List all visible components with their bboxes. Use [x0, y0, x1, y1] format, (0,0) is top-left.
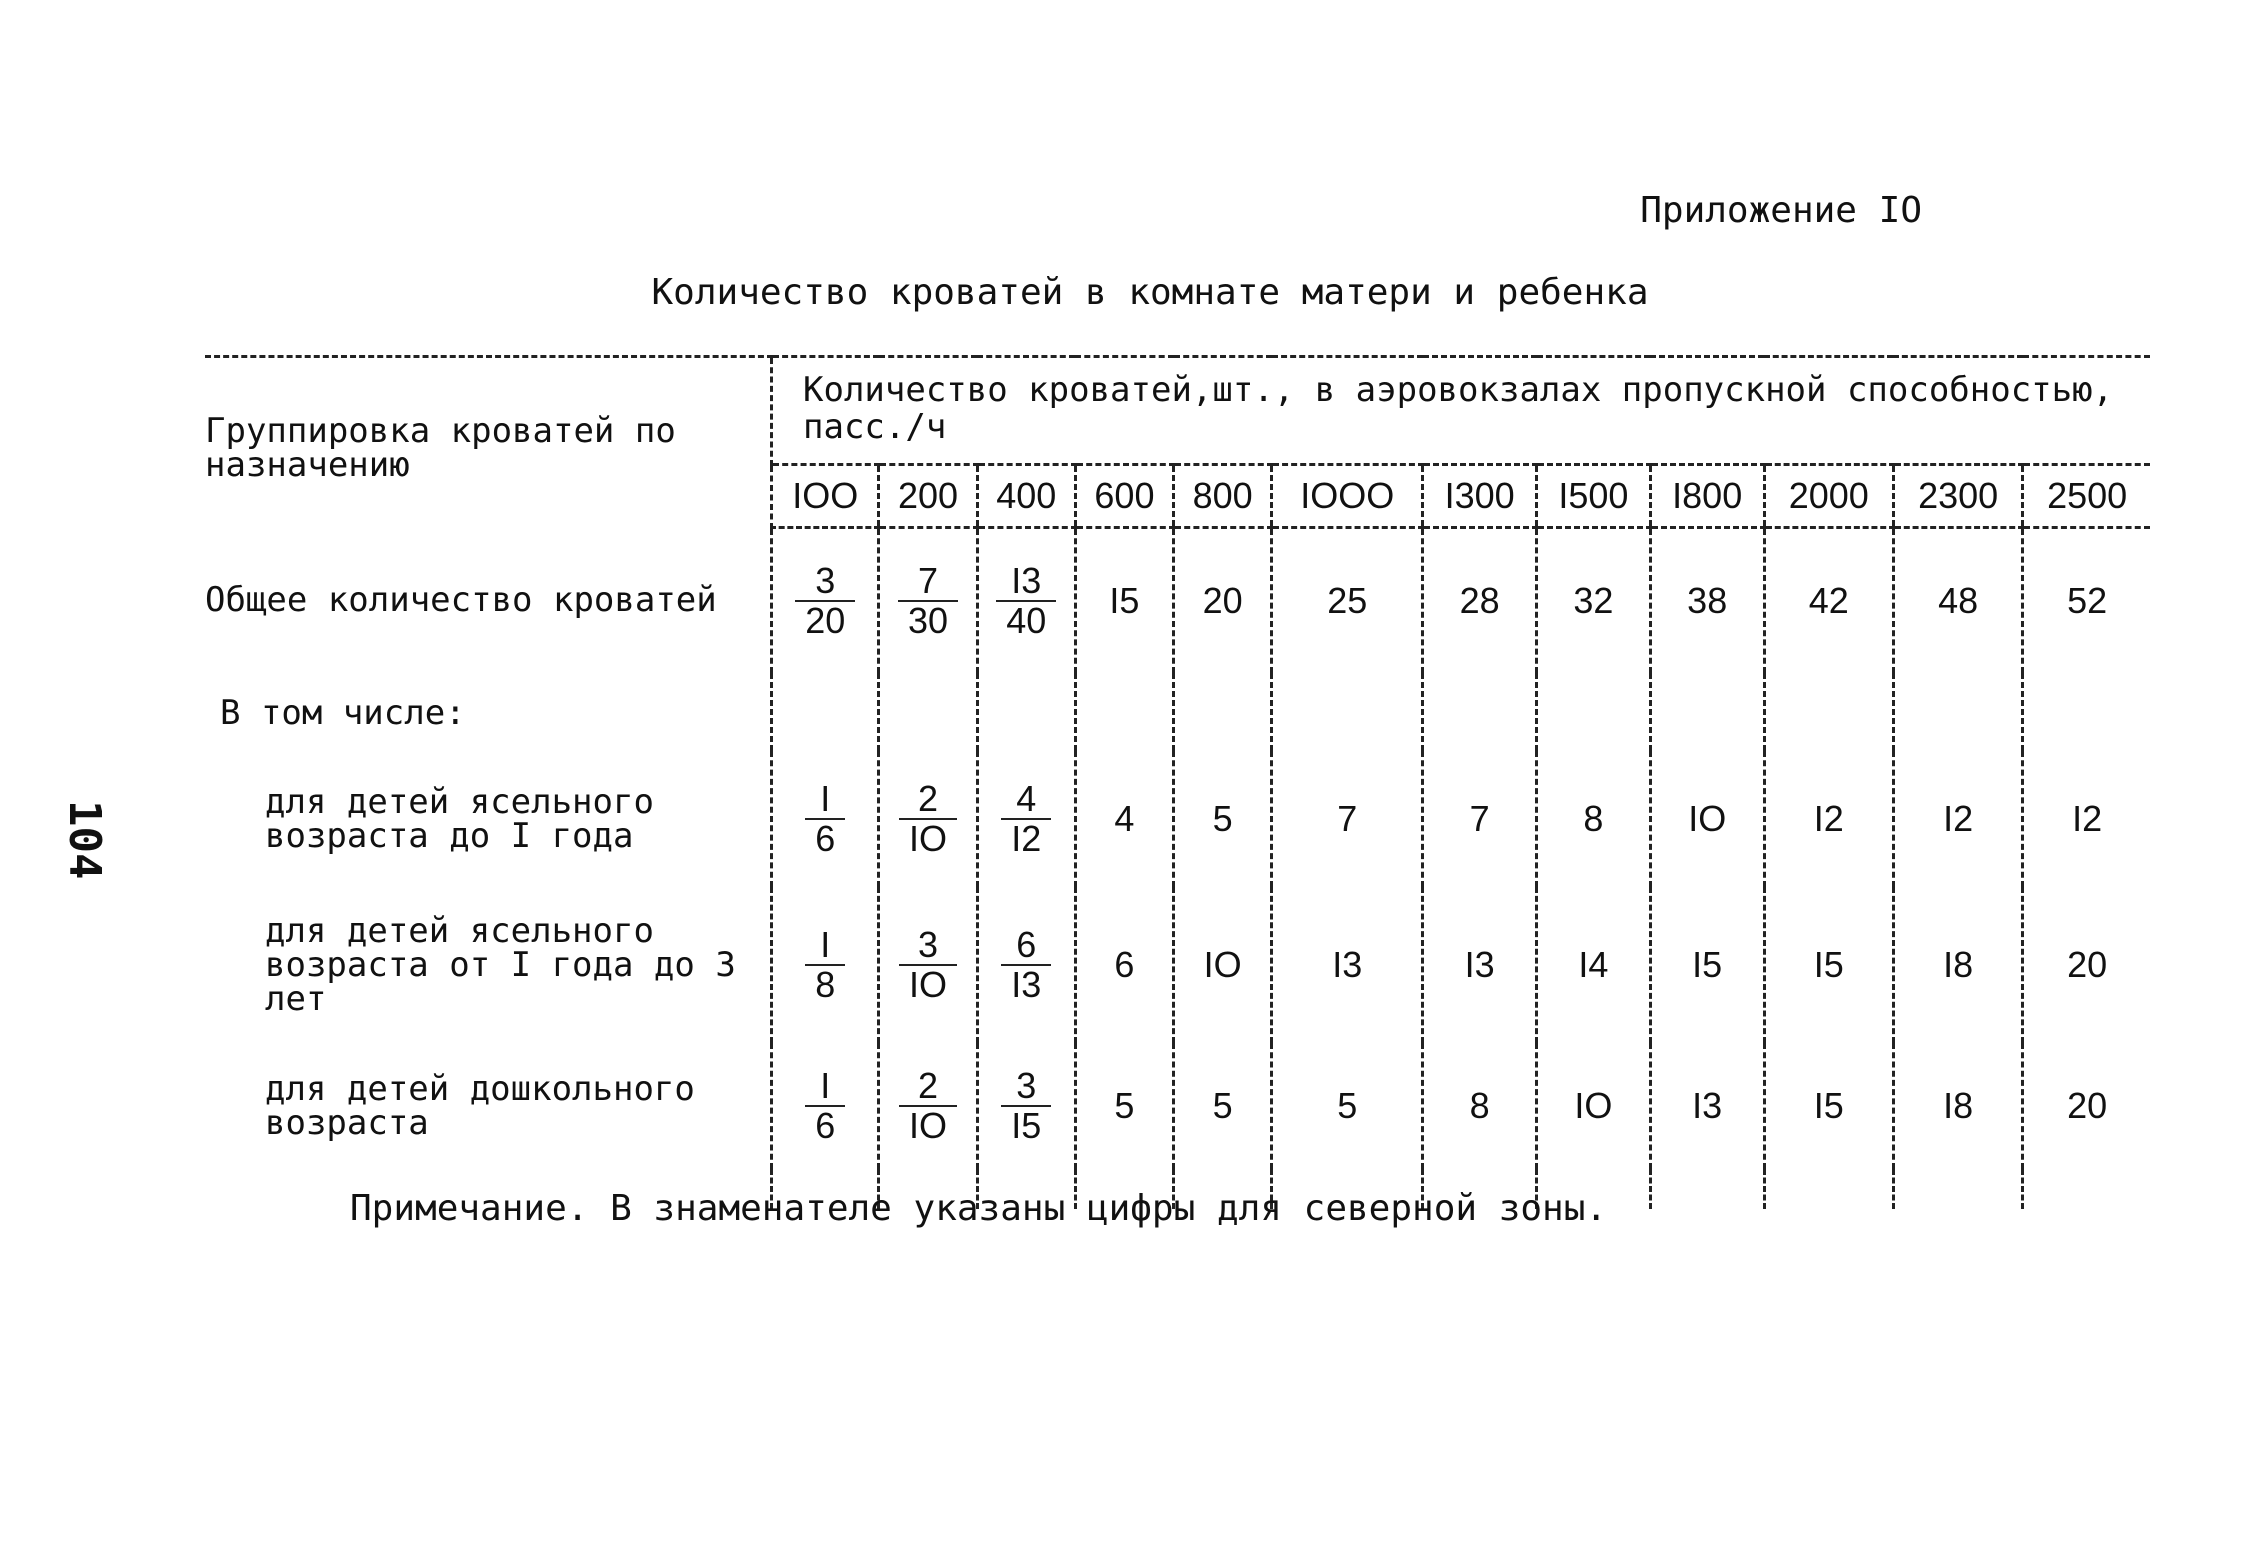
fraction-value: [899, 780, 957, 858]
table-cell: 5: [1272, 1043, 1423, 1169]
tail-cell: [2023, 1169, 2150, 1209]
table-cell: [977, 527, 1075, 673]
table-cell: 52: [2023, 527, 2150, 673]
table-cell: I2: [1893, 751, 2022, 887]
capacity-column-header: 600: [1075, 464, 1173, 527]
fraction-value: [805, 780, 845, 858]
table-cell: [2023, 673, 2150, 751]
fraction-numerator: 6: [1001, 926, 1051, 966]
fraction-numerator: I: [805, 780, 845, 820]
fraction-numerator: 3: [1001, 1067, 1051, 1107]
table-cell: I8: [1893, 1043, 2022, 1169]
fraction-numerator: 3: [795, 562, 855, 602]
table-cell: [1893, 673, 2022, 751]
beds-table-container: [205, 355, 2150, 1209]
table-cell: 48: [1893, 527, 2022, 673]
table-cell: [1272, 673, 1423, 751]
table-cell: 7: [1423, 751, 1537, 887]
row-total-beds: [205, 527, 2150, 673]
table-cell: 32: [1537, 527, 1651, 673]
table-cell: 38: [1650, 527, 1764, 673]
table-cell: [772, 751, 879, 887]
table-cell: 5: [1174, 1043, 1272, 1169]
fraction-numerator: I: [805, 1067, 845, 1107]
fraction-value: [898, 562, 958, 640]
table-cell: [977, 1043, 1075, 1169]
table-cell: [977, 673, 1075, 751]
capacity-column-header: 200: [879, 464, 977, 527]
capacity-column-header: IOOO: [1272, 464, 1423, 527]
row-including: [205, 673, 2150, 751]
row-label: для детей ясельного возраста до I года: [265, 782, 654, 857]
row-toddlers-1-3: [205, 887, 2150, 1043]
table-cell: 7: [1272, 751, 1423, 887]
fraction-numerator: I: [805, 926, 845, 966]
table-cell: [772, 527, 879, 673]
fraction-denominator: 30: [908, 600, 949, 642]
fraction-value: [1001, 1067, 1051, 1145]
table-cell: I2: [1764, 751, 1893, 887]
table-cell: 5: [1174, 751, 1272, 887]
table-cell: [879, 527, 977, 673]
table-cell: 4: [1075, 751, 1173, 887]
row-label: Общее количество кроватей: [205, 580, 717, 621]
fraction-denominator: IO: [909, 818, 948, 860]
capacity-column-header: 2500: [2023, 464, 2150, 527]
fraction-numerator: 7: [898, 562, 958, 602]
table-note: Примечание. В знаменателе указаны цифры для северной зоны.: [350, 1188, 1608, 1229]
fraction-denominator: IO: [909, 1105, 948, 1147]
table-cell: [1174, 673, 1272, 751]
fraction-denominator: 6: [815, 818, 836, 860]
table-cell: 6: [1075, 887, 1173, 1043]
fraction-denominator: 6: [815, 1105, 836, 1147]
capacity-column-header: I500: [1537, 464, 1651, 527]
table-cell: 8: [1537, 751, 1651, 887]
table-cell: 8: [1423, 1043, 1537, 1169]
fraction-value: [1001, 926, 1051, 1004]
table-cell: IO: [1650, 751, 1764, 887]
capacity-column-header: 800: [1174, 464, 1272, 527]
fraction-value: [899, 1067, 957, 1145]
table-cell: I5: [1764, 1043, 1893, 1169]
table-cell: 20: [1174, 527, 1272, 673]
table-cell: [1650, 673, 1764, 751]
tail-cell: [1893, 1169, 2022, 1209]
fraction-numerator: 4: [1001, 780, 1051, 820]
table-title: Количество кроватей в комнате матери и ребенка: [651, 272, 1649, 313]
appendix-label: Приложение IO: [1640, 190, 1922, 231]
table-cell: I3: [1423, 887, 1537, 1043]
table-cell: I5: [1075, 527, 1173, 673]
fraction-denominator: I2: [1011, 818, 1042, 860]
table-cell: 5: [1075, 1043, 1173, 1169]
table-cell: [977, 887, 1075, 1043]
capacity-column-header: IOO: [772, 464, 879, 527]
table-cell: IO: [1174, 887, 1272, 1043]
table-cell: I4: [1537, 887, 1651, 1043]
table-cell: I2: [2023, 751, 2150, 887]
table-cell: I5: [1650, 887, 1764, 1043]
table-cell: [772, 673, 879, 751]
fraction-value: [996, 562, 1056, 640]
table-cell: [1537, 673, 1651, 751]
table-cell: IO: [1537, 1043, 1651, 1169]
table-cell: [879, 751, 977, 887]
fraction-denominator: I5: [1011, 1105, 1042, 1147]
fraction-value: [805, 1067, 845, 1145]
fraction-value: [899, 926, 957, 1004]
table-cell: [879, 673, 977, 751]
table-cell: [1764, 673, 1893, 751]
table-cell: [772, 1043, 879, 1169]
table-cell: I5: [1764, 887, 1893, 1043]
tail-cell: [1650, 1169, 1764, 1209]
row-label: для детей дошкольного возраста: [265, 1069, 695, 1144]
table-cell: [1075, 673, 1173, 751]
fraction-denominator: 20: [805, 600, 846, 642]
beds-table: [205, 355, 2150, 1209]
table-cell: 25: [1272, 527, 1423, 673]
fraction-numerator: I3: [996, 562, 1056, 602]
capacity-column-header: I800: [1650, 464, 1764, 527]
fraction-numerator: 2: [899, 1067, 957, 1107]
fraction-denominator: 40: [1006, 600, 1047, 642]
capacity-column-header: 400: [977, 464, 1075, 527]
table-cell: I8: [1893, 887, 2022, 1043]
row-preschool: [205, 1043, 2150, 1169]
table-cell: 20: [2023, 887, 2150, 1043]
table-cell: [977, 751, 1075, 887]
beds-table-body: [205, 527, 2150, 1209]
table-cell: 20: [2023, 1043, 2150, 1169]
group-header: Группировка кроватей по назначению: [205, 357, 772, 528]
table-cell: 28: [1423, 527, 1537, 673]
tail-cell: [1764, 1169, 1893, 1209]
table-cell: [1423, 673, 1537, 751]
page-number: 104: [59, 800, 110, 880]
capacity-column-header: 2000: [1764, 464, 1893, 527]
fraction-numerator: 3: [899, 926, 957, 966]
fraction-denominator: IO: [909, 964, 948, 1006]
capacity-column-header: I300: [1423, 464, 1537, 527]
table-cell: 42: [1764, 527, 1893, 673]
capacity-header: Количество кроватей,шт., в аэровокзалах пропускной способностью, пасс./ч: [772, 357, 2151, 465]
row-infants-under-1: [205, 751, 2150, 887]
capacity-column-header: 2300: [1893, 464, 2022, 527]
fraction-value: [805, 926, 845, 1004]
row-label: В том числе:: [220, 693, 466, 734]
table-cell: I3: [1650, 1043, 1764, 1169]
row-label: для детей ясельного возраста от I года до 3 лет: [265, 911, 736, 1020]
table-cell: [879, 887, 977, 1043]
fraction-value: [1001, 780, 1051, 858]
fraction-value: [795, 562, 855, 640]
fraction-denominator: I3: [1011, 964, 1042, 1006]
table-cell: I3: [1272, 887, 1423, 1043]
fraction-denominator: 8: [815, 964, 836, 1006]
fraction-numerator: 2: [899, 780, 957, 820]
table-cell: [879, 1043, 977, 1169]
table-cell: [772, 887, 879, 1043]
